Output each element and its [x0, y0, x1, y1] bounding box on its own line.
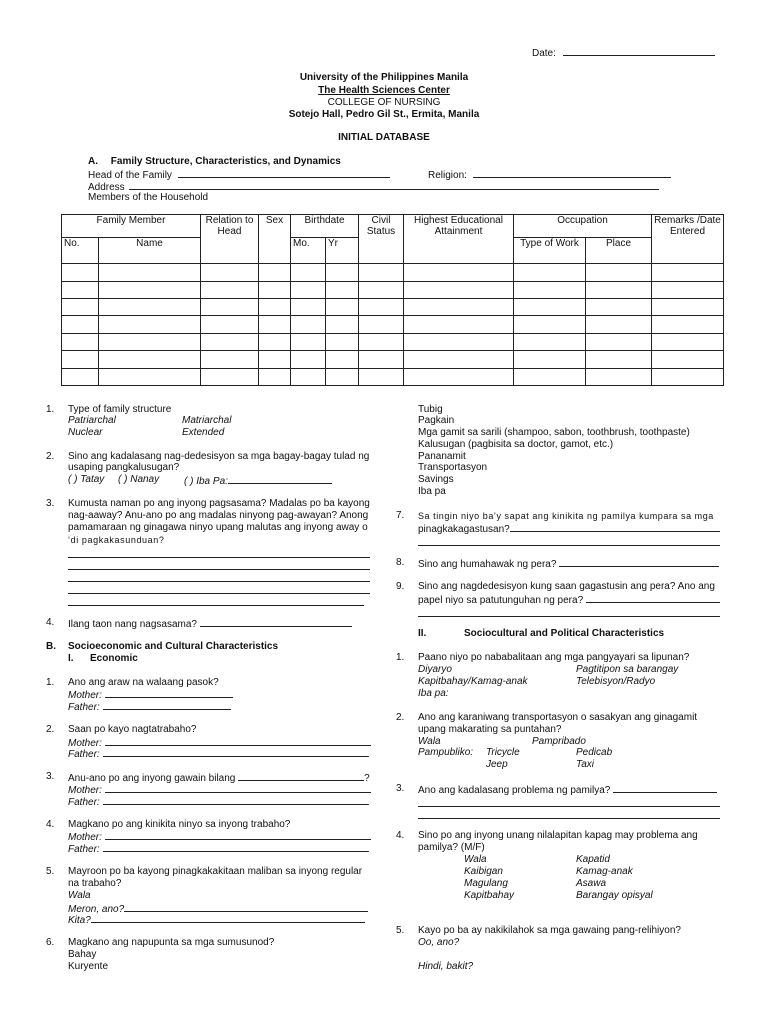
s3-number: 3. — [396, 783, 405, 794]
e1-father-input-line[interactable] — [103, 700, 231, 710]
e4-number: 4. — [46, 819, 55, 830]
date-label: Date: — [532, 48, 556, 59]
q8-input-line[interactable] — [559, 557, 719, 567]
option-kamag-anak[interactable]: Kamag-anak — [576, 866, 633, 877]
e4-mother-input-line[interactable] — [105, 830, 371, 840]
e2-mother-input-line[interactable] — [105, 736, 371, 746]
q1-text: Type of family structure — [68, 404, 172, 415]
s1-number: 1. — [396, 652, 405, 663]
iba-pa-input-line[interactable] — [228, 474, 332, 484]
s3-text: Ano ang kadalasang problema ng pamilya? — [418, 785, 611, 796]
e1-father-field — [68, 700, 231, 714]
s3-input-line[interactable] — [613, 783, 717, 793]
q9-line1: Sino ang nagdedesisyon kung saan gagastusin ang pera? Ano ang — [418, 581, 715, 592]
s5-text: Kayo po ba ay nakikilahok sa mga gawaing pang-relihiyon? — [418, 925, 681, 936]
q7-line2: pinagkakagastusan? — [418, 524, 510, 535]
option-wala[interactable]: Wala — [68, 890, 91, 901]
th-occupation: Occupation — [514, 215, 652, 238]
head-of-family-input-line[interactable] — [178, 168, 390, 178]
household-members-table — [61, 214, 724, 386]
s2-number: 2. — [396, 712, 405, 723]
father-label: Father: — [68, 844, 100, 855]
q3-line4: ‘di pagkakasunduan? — [68, 535, 165, 545]
option-tricycle[interactable]: Tricycle — [486, 747, 520, 758]
college-name: COLLEGE OF NURSING — [327, 97, 441, 108]
th-sex: Sex — [259, 215, 291, 264]
expense-kuryente: Kuryente — [68, 961, 109, 972]
q9-number: 9. — [396, 581, 405, 592]
e2-number: 2. — [46, 724, 55, 735]
e2-father-field — [68, 747, 369, 761]
s5-number: 5. — [396, 925, 405, 936]
e3-text: Anu-ano po ang inyong gawain bilang — [68, 773, 236, 784]
th-name: Name — [99, 237, 201, 264]
option-patriarchal[interactable]: Patriarchal — [68, 415, 116, 426]
father-label: Father: — [68, 749, 100, 760]
subsection-i-title: Economic — [90, 653, 138, 664]
th-no: No. — [62, 237, 99, 264]
q3-answer-line[interactable] — [68, 593, 370, 594]
form-title: INITIAL DATABASE — [338, 132, 430, 143]
q8-number: 8. — [396, 557, 405, 568]
q4-field — [68, 617, 352, 631]
th-yr: Yr — [326, 237, 359, 264]
option-nuclear[interactable]: Nuclear — [68, 427, 103, 438]
section-ii-number: II. — [418, 628, 427, 639]
father-label: Father: — [68, 702, 100, 713]
college-address: Sotejo Hall, Pedro Gil St., Ermita, Manila — [288, 109, 480, 120]
mother-label: Mother: — [68, 690, 102, 701]
e1-text: Ano ang araw na walaang pasok? — [68, 677, 219, 688]
s1-text: Paano niyo po nababalitaan ang mga pangyayari sa lipunan? — [418, 652, 690, 663]
q3-answer-line[interactable] — [68, 557, 370, 558]
e3-father-input-line[interactable] — [103, 795, 369, 805]
subsection-i-number: I. — [68, 653, 74, 664]
expense-gamit: Mga gamit sa sarili (shampoo, sabon, toothbrush, toothpaste) — [418, 427, 690, 438]
s3-answer-line[interactable] — [418, 806, 720, 807]
religion-label: Religion: — [428, 170, 467, 181]
q3-answer-line[interactable] — [68, 569, 370, 570]
th-relation: Relation to Head — [201, 215, 259, 264]
e3-number: 3. — [46, 771, 55, 782]
members-label: Members of the Household — [88, 192, 209, 203]
q7-field — [418, 522, 720, 536]
mother-label: Mother: — [68, 832, 102, 843]
section-ii-title: Sociocultural and Political Characteristics — [464, 628, 665, 639]
q8-field — [418, 557, 719, 571]
kita-input-line[interactable] — [91, 913, 365, 923]
option-kapitbahay-kamag-anak[interactable]: Kapitbahay/Kamag-anak — [418, 676, 528, 687]
th-place: Place — [586, 237, 652, 264]
e5-line1: Mayroon po ba kayong pinagkakakitaan maliban sa inyong regular — [68, 866, 363, 877]
date-field — [532, 46, 715, 60]
s2-line1: Ano ang karaniwang transportasyon o sasakyan ang ginagamit — [418, 712, 698, 723]
e4-father-field — [68, 842, 369, 856]
option-barangay-opisyal[interactable]: Barangay opisyal — [576, 890, 653, 901]
section-b-title: Socioeconomic and Cultural Characteristics — [68, 641, 279, 652]
option-iba-pa[interactable]: Iba pa: — [418, 688, 449, 699]
q1-number: 1. — [46, 404, 55, 415]
th-remarks: Remarks /Date Entered — [652, 215, 724, 264]
s4-line1: Sino po ang inyong unang nilalapitan kapag may problema ang — [418, 830, 698, 841]
s4-line2: pamilya? (M/F) — [418, 842, 485, 853]
s4-number: 4. — [396, 830, 405, 841]
option-extended[interactable]: Extended — [182, 427, 225, 438]
option-pedicab[interactable]: Pedicab — [576, 747, 613, 758]
expense-pananamit: Pananamit — [418, 451, 466, 462]
e3-father-field — [68, 795, 369, 809]
e5-line2: na trabaho? — [68, 878, 122, 889]
option-pampubliko[interactable]: Pampubliko: — [418, 747, 474, 758]
mother-label: Mother: — [68, 785, 102, 796]
section-a-title: Family Structure, Characteristics, and Dynamics — [110, 156, 341, 167]
q3-line1: Kumusta naman po ang inyong pagsasama? Madalas po ba kayong — [68, 498, 370, 509]
table-row[interactable] — [62, 333, 724, 350]
q3-line2: nag-aaway? Anu-ano po ang madalas ninyong pag-awayan? Anong — [68, 510, 369, 521]
q7-answer-line[interactable] — [418, 545, 720, 546]
kita-field — [68, 913, 365, 927]
q7-number: 7. — [396, 510, 405, 521]
e3-input-line[interactable] — [238, 771, 364, 781]
university-name: University of the Philippines Manila — [299, 72, 469, 83]
option-kapatid[interactable]: Kapatid — [576, 854, 610, 865]
q3-number: 3. — [46, 498, 55, 509]
s3-field — [418, 783, 717, 797]
q9-answer-line[interactable] — [418, 616, 720, 617]
center-name: The Health Sciences Center — [318, 85, 450, 96]
head-of-family-label: Head of the Family — [88, 170, 172, 181]
religion-input-line[interactable] — [473, 168, 671, 178]
e3-mother-input-line[interactable] — [105, 783, 371, 793]
table-row[interactable] — [62, 351, 724, 368]
e2-father-input-line[interactable] — [103, 747, 369, 757]
q4-text: Ilang taon nang nagsasama? — [68, 619, 197, 630]
q9-field — [418, 593, 720, 607]
q2-line1: Sino ang kadalasang nag-dedesisyon sa mga bagay-bagay tulad ng — [68, 451, 370, 462]
q4-input-line[interactable] — [200, 617, 352, 627]
option-meron[interactable]: Meron, ano? — [68, 904, 125, 915]
e2-text: Saan po kayo nagtatrabaho? — [68, 724, 197, 735]
option-pampribado[interactable]: Pampribado — [532, 736, 586, 747]
e1-mother-input-line[interactable] — [105, 688, 233, 698]
option-kapitbahay[interactable]: Kapitbahay — [464, 890, 515, 901]
option-wala[interactable]: Wala — [418, 736, 441, 747]
table-row[interactable] — [62, 264, 724, 281]
option-wala[interactable]: Wala — [464, 854, 487, 865]
q7-input-line[interactable] — [510, 522, 720, 532]
expense-tubig: Tubig — [418, 404, 443, 415]
e6-text: Magkano ang napupunta sa mga sumusunod? — [68, 937, 275, 948]
meron-input-line[interactable] — [124, 902, 368, 912]
date-input-line[interactable] — [563, 46, 715, 56]
s2-line2: upang makarating sa puntahan? — [418, 724, 562, 735]
q3-answer-line[interactable] — [68, 605, 364, 606]
th-mo: Mo. — [291, 237, 326, 264]
q4-number: 4. — [46, 617, 55, 628]
q7-line1: Sa tingin niyo ba’y sapat ang kinikita ng pamilya kumpara sa mga — [418, 511, 714, 521]
s3-answer-line[interactable] — [418, 818, 720, 819]
address-label: Address — [88, 182, 125, 193]
e4-text: Magkano po ang kinikita ninyo sa inyong trabaho? — [68, 819, 291, 830]
expense-transportasyon: Transportasyon — [418, 462, 488, 473]
option-kaibigan[interactable]: Kaibigan — [464, 866, 503, 877]
expense-kalusugan: Kalusugan (pagbisita sa doctor, gamot, etc.) — [418, 439, 614, 450]
option-oo[interactable]: Oo, ano? — [418, 937, 460, 948]
option-iba-pa-label: ( ) Iba Pa: — [184, 476, 228, 487]
th-civil-status: Civil Status — [359, 215, 404, 264]
table-row[interactable] — [62, 281, 724, 298]
q3-answer-line[interactable] — [68, 581, 370, 582]
e6-number: 6. — [46, 937, 55, 948]
e4-father-input-line[interactable] — [103, 842, 369, 852]
option-nanay[interactable]: ( ) Nanay — [118, 474, 160, 485]
option-diyaryo[interactable]: Diyaryo — [418, 664, 452, 675]
q8-text: Sino ang humahawak ng pera? — [418, 559, 557, 570]
expense-iba-pa: Iba pa — [418, 486, 446, 497]
option-asawa[interactable]: Asawa — [576, 878, 607, 889]
table-row[interactable] — [62, 316, 724, 333]
q9-line2: papel niyo sa patutunguhan ng pera? — [418, 595, 584, 606]
option-magulang[interactable]: Magulang — [464, 878, 508, 889]
th-family-member: Family Member — [62, 215, 201, 238]
section-a-heading — [88, 156, 341, 168]
q2-number: 2. — [46, 451, 55, 462]
expense-pagkain: Pagkain — [418, 415, 455, 426]
table-row[interactable] — [62, 368, 724, 385]
address-input-line[interactable] — [129, 180, 659, 190]
expense-savings: Savings — [418, 474, 454, 485]
th-education: Highest Educational Attainment — [404, 215, 514, 264]
e3-suffix: ? — [364, 773, 370, 784]
father-label: Father: — [68, 797, 100, 808]
e1-number: 1. — [46, 677, 55, 688]
option-pagtitipon[interactable]: Pagtitipon sa barangay — [576, 664, 679, 675]
section-a-letter: A. — [88, 156, 98, 167]
option-matriarchal[interactable]: Matriarchal — [182, 415, 232, 426]
expense-bahay: Bahay — [68, 949, 97, 960]
th-birthdate: Birthdate — [291, 215, 359, 238]
option-jeep[interactable]: Jeep — [486, 759, 508, 770]
option-telebisyon-radyo[interactable]: Telebisyon/Radyo — [576, 676, 656, 687]
e5-number: 5. — [46, 866, 55, 877]
option-iba-pa[interactable] — [184, 474, 332, 488]
option-hindi[interactable]: Hindi, bakit? — [418, 961, 474, 972]
mother-label: Mother: — [68, 738, 102, 749]
table-row[interactable] — [62, 298, 724, 315]
option-taxi[interactable]: Taxi — [576, 759, 594, 770]
th-type-of-work: Type of Work — [514, 237, 586, 264]
q3-line3: pamamaraan ng ginagawa ninyo upang malutas ang inyong away o — [68, 522, 368, 533]
section-b-letter: B. — [46, 641, 56, 652]
kita-label: Kita? — [68, 915, 91, 926]
q9-input-line[interactable] — [586, 593, 720, 603]
option-tatay[interactable]: ( ) Tatay — [68, 474, 105, 485]
q2-line2: usaping pangkalusugan? — [68, 462, 180, 473]
